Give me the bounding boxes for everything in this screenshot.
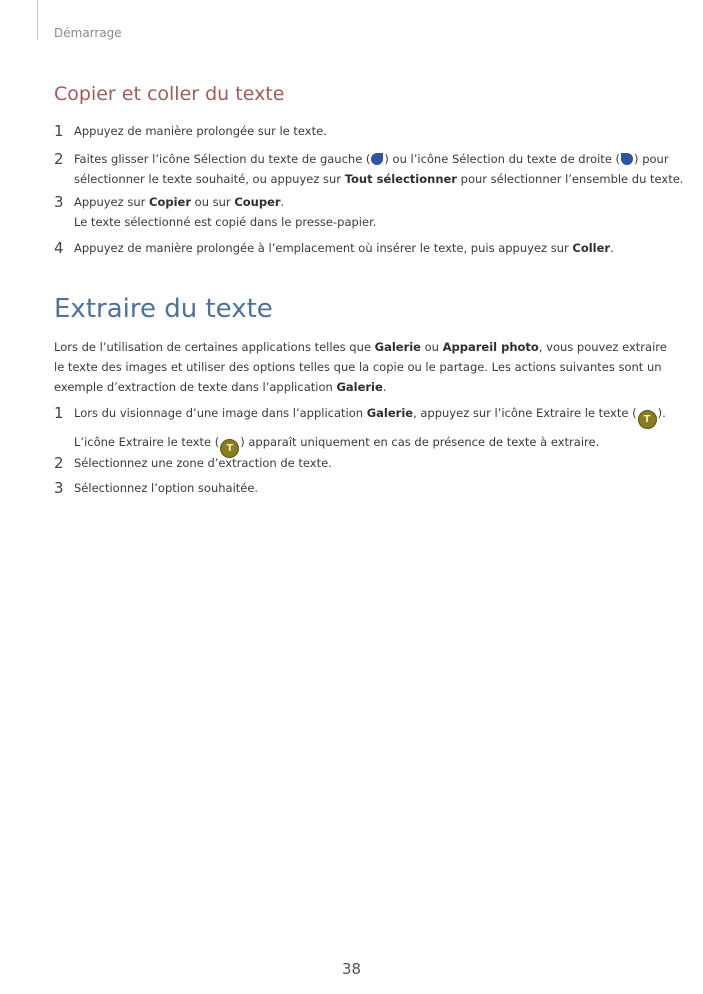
select-all-label: Tout sélectionner <box>344 172 457 186</box>
copy-label: Copier <box>149 195 191 209</box>
copy-paste-title: Copier et coller du texte <box>54 83 285 105</box>
page-number: 38 <box>341 960 362 978</box>
step-number: 1 <box>54 122 64 140</box>
extract-text-title: Extraire du texte <box>54 294 273 324</box>
cut-label: Couper <box>234 195 281 209</box>
step-number: 1 <box>54 404 64 422</box>
header-rule <box>37 0 38 40</box>
section-header: Démarrage <box>54 26 122 40</box>
step-number: 3 <box>54 193 64 211</box>
selection-handle-left-icon <box>371 153 383 165</box>
step-number: 4 <box>54 239 64 257</box>
step-number: 2 <box>54 454 64 472</box>
step-number: 2 <box>54 150 64 168</box>
extract-text-icon: T <box>220 439 239 458</box>
step-number: 3 <box>54 479 64 497</box>
paste-label: Coller <box>572 241 611 255</box>
selection-handle-right-icon <box>621 153 633 165</box>
extract-text-icon: T <box>638 410 657 429</box>
extract-intro: Lors de l’utilisation de certaines applications telles que Galerie ou Appareil photo, vous pouvez extraire le texte des images et utiliser des options telles que la copie ou le partage. Les actions suivantes sont un exemple d’extraction de texte dans l’application Galerie. <box>54 340 667 394</box>
